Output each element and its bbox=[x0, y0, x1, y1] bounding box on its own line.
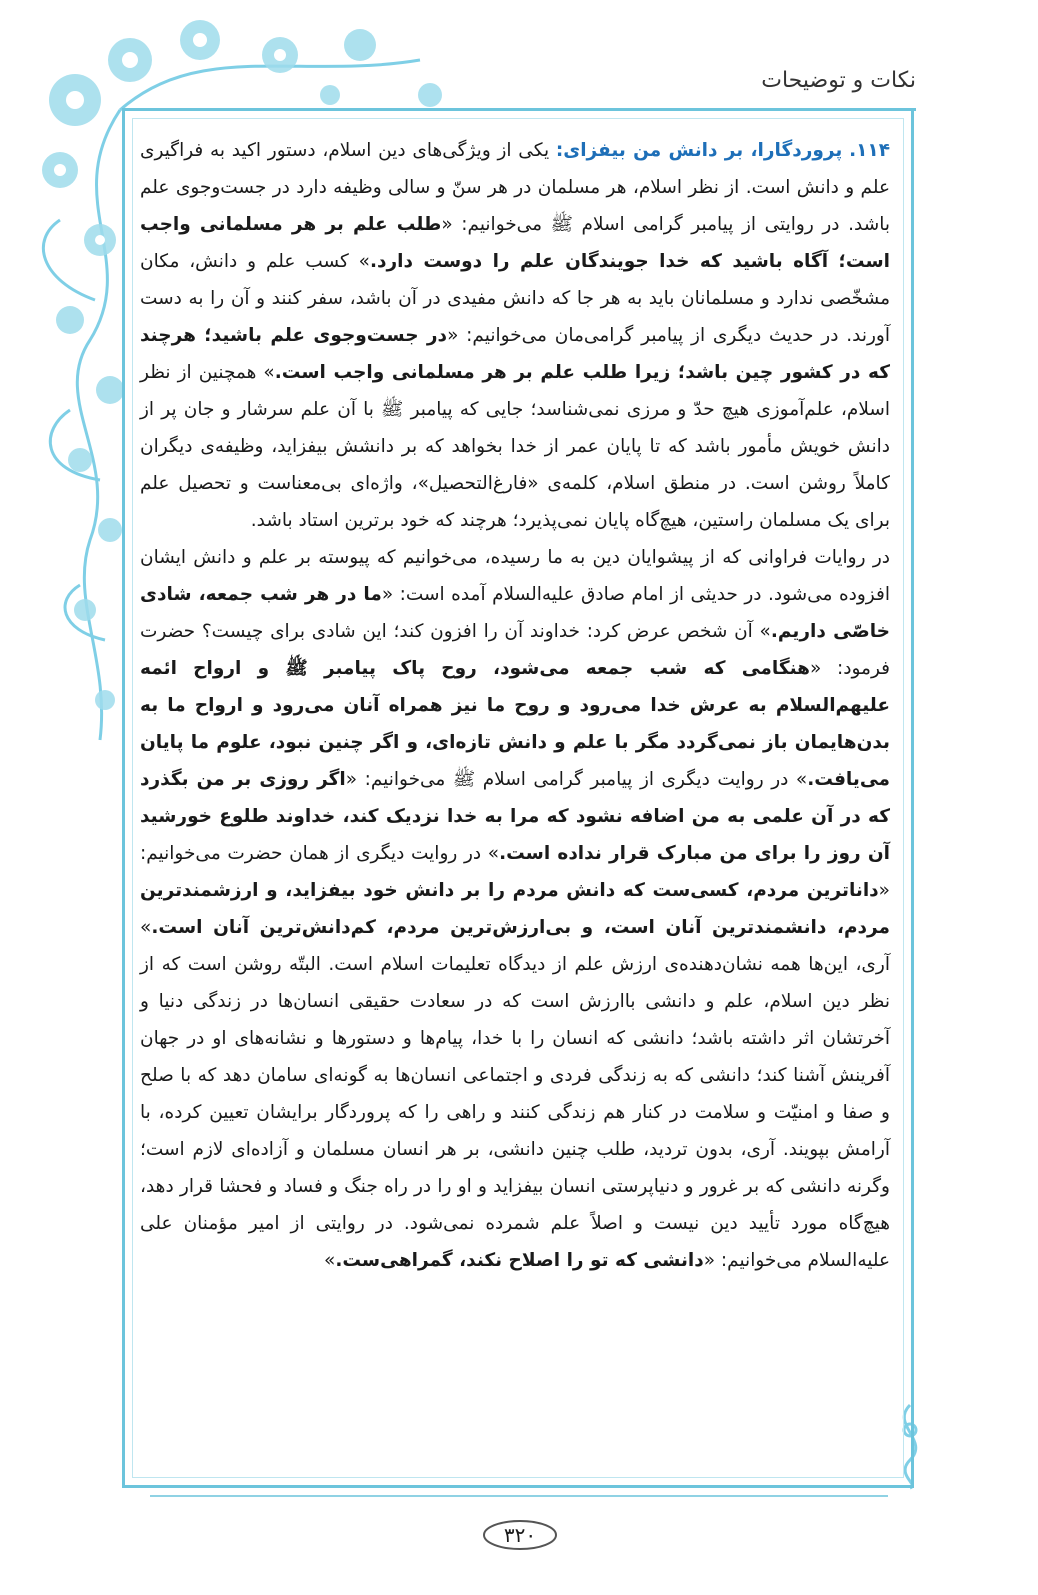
text-run: در روایات فراوانی که از پیشوایان دین به ما رسیده، می‌خوانیم که پیوسته بر علم و دانش ایشان افزوده می‌شود. در حدیثی از امام صادق علیه‌السلام آمده است: « bbox=[140, 547, 890, 605]
note-body bbox=[140, 132, 890, 1279]
quote-bold: اگر روزی بر من بگذرد که در آن علمی به من اضافه نشود که مرا به خدا نزدیک کند، خداوند طلوع خورشید آن روز را برای من مبارک قرار نداده است. bbox=[140, 769, 890, 864]
note-paragraph-1 bbox=[140, 132, 890, 539]
quote-bold: دانشی که تو را اصلاح نکند، گمراهی‌ست. bbox=[335, 1250, 704, 1271]
page-number: ۳۲۰ bbox=[503, 1523, 537, 1547]
quote-bold: هنگامی که شب جمعه می‌شود، روح پاک پیامبر ﷺ و ارواح ائمه علیهم‌السلام به عرش خدا می‌رود و روح ما نیز همراه آنان می‌رود و ارواح ما به بدن‌هایمان باز نمی‌گردد مگر با علم و دانش تازه‌ای، و اگر چنین نبود، علوم ما پایان می‌یافت. bbox=[140, 658, 890, 790]
note-number: ۱۱۴. bbox=[849, 140, 891, 161]
text-run: » bbox=[323, 1250, 336, 1271]
note-heading: پروردگارا، بر دانش من بیفزای: bbox=[555, 140, 843, 161]
running-header: نکات و توضیحات bbox=[761, 68, 916, 93]
text-run: » آری، این‌ها همه نشان‌دهنده‌ی ارزش علم از دیدگاه تعلیمات اسلام است. البتّه روشن است که از نظر دین اسلام، علم و دانشی باارزش است که در سعادت حقیقی انسان‌ها در زندگی دنیا و آخرتشان اثر داشته باشد؛ دانشی که انسان را با خدا، پیام‌ها و دستورها و نشانه‌های او در جهان آفرینش آشنا کند؛ دانشی که به زندگی فردی و اجتماعی انسان‌ها به گونه‌ای سامان دهد که با صلح و صفا و امنیّت و سلامت در کنار هم زندگی کنند و راهی را که پروردگار برایشان تعیین کرده، با آرامش بپویند. آری، بدون تردید، طلب چنین دانشی، بر هر انسان مسلمان و آزاده‌ای لازم است؛ وگرنه دانشی که بر غرور و دنیاپرستی انسان بیفزاید و او را در راه جنگ و فساد و فحشا قرار دهد، هیچ‌گاه مورد تأیید دین نیست و اصلاً علم شمرده نمی‌شود. در روایتی از امیر مؤمنان علی علیه‌السلام می‌خوانیم: « bbox=[140, 917, 890, 1271]
quote-bold: داناترین مردم، کسی‌ست که دانش مردم را بر دانش خود بیفزاید، و ارزشمندترین مردم، دانشمندترین آنان است، و بی‌ارزش‌ترین مردم، کم‌دانش‌ترین آنان است. bbox=[140, 880, 890, 938]
text-run: » در روایت دیگری از همان حضرت می‌خوانیم: « bbox=[140, 843, 890, 901]
text-run: » همچنین از نظر اسلام، علم‌آموزی هیچ حدّ و مرزی نمی‌شناسد؛ جایی که پیامبر ﷺ با آن علم سرشار و جان پر از دانش خویش مأمور باشد که تا پایان عمر از خدا بخواهد که بر دانشش بیفزاید، وظیفه‌ی دیگران کاملاً روشن است. در منطق اسلام، کلمه‌ی «فارغ‌التحصیل»، واژه‌ای بی‌معناست و تحصیل علم برای یک مسلمان راستین، هیچ‌گاه پایان نمی‌پذیرد؛ هرچند که خود برترین استاد باشد. bbox=[140, 362, 890, 531]
quote-bold: در جست‌وجوی علم باشید؛ هرچند که در کشور چین باشد؛ زیرا طلب علم بر هر مسلمانی واجب است. bbox=[140, 325, 890, 383]
footer-rule bbox=[150, 1495, 888, 1497]
text-run: » در روایت دیگری از پیامبر گرامی اسلام ﷺ می‌خوانیم: « bbox=[345, 769, 808, 790]
page-number-badge bbox=[480, 1518, 560, 1552]
text-run: » کسب علم و دانش، مکان مشخّصی ندارد و مسلمانان باید به هر جا که دانش مفیدی در آن باشد، سفر کنند و آن را به دست آورند. در حدیث دیگری از پیامبر گرامی‌مان می‌خوانیم: « bbox=[140, 251, 890, 346]
text-run: یکی از ویژگی‌های دین اسلام، دستور اکید به فراگیری علم و دانش است. از نظر اسلام، هر مسلمان در هر سنّ و سالی وظیفه دارد در جست‌وجوی علم باشد. در روایتی از پیامبر گرامی اسلام ﷺ می‌خوانیم: « bbox=[140, 140, 890, 235]
note-paragraph-2 bbox=[140, 539, 890, 1279]
text-run: » آن شخص عرض کرد: خداوند آن را افزون کند؛ این شادی برای چیست؟ حضرت فرمود: « bbox=[140, 621, 890, 679]
quote-bold: طلب علم بر هر مسلمانی واجب است؛ آگاه باشید که خدا جویندگان علم را دوست دارد. bbox=[140, 214, 890, 272]
quote-bold: ما در هر شب جمعه، شادی خاصّی داریم. bbox=[140, 584, 891, 642]
